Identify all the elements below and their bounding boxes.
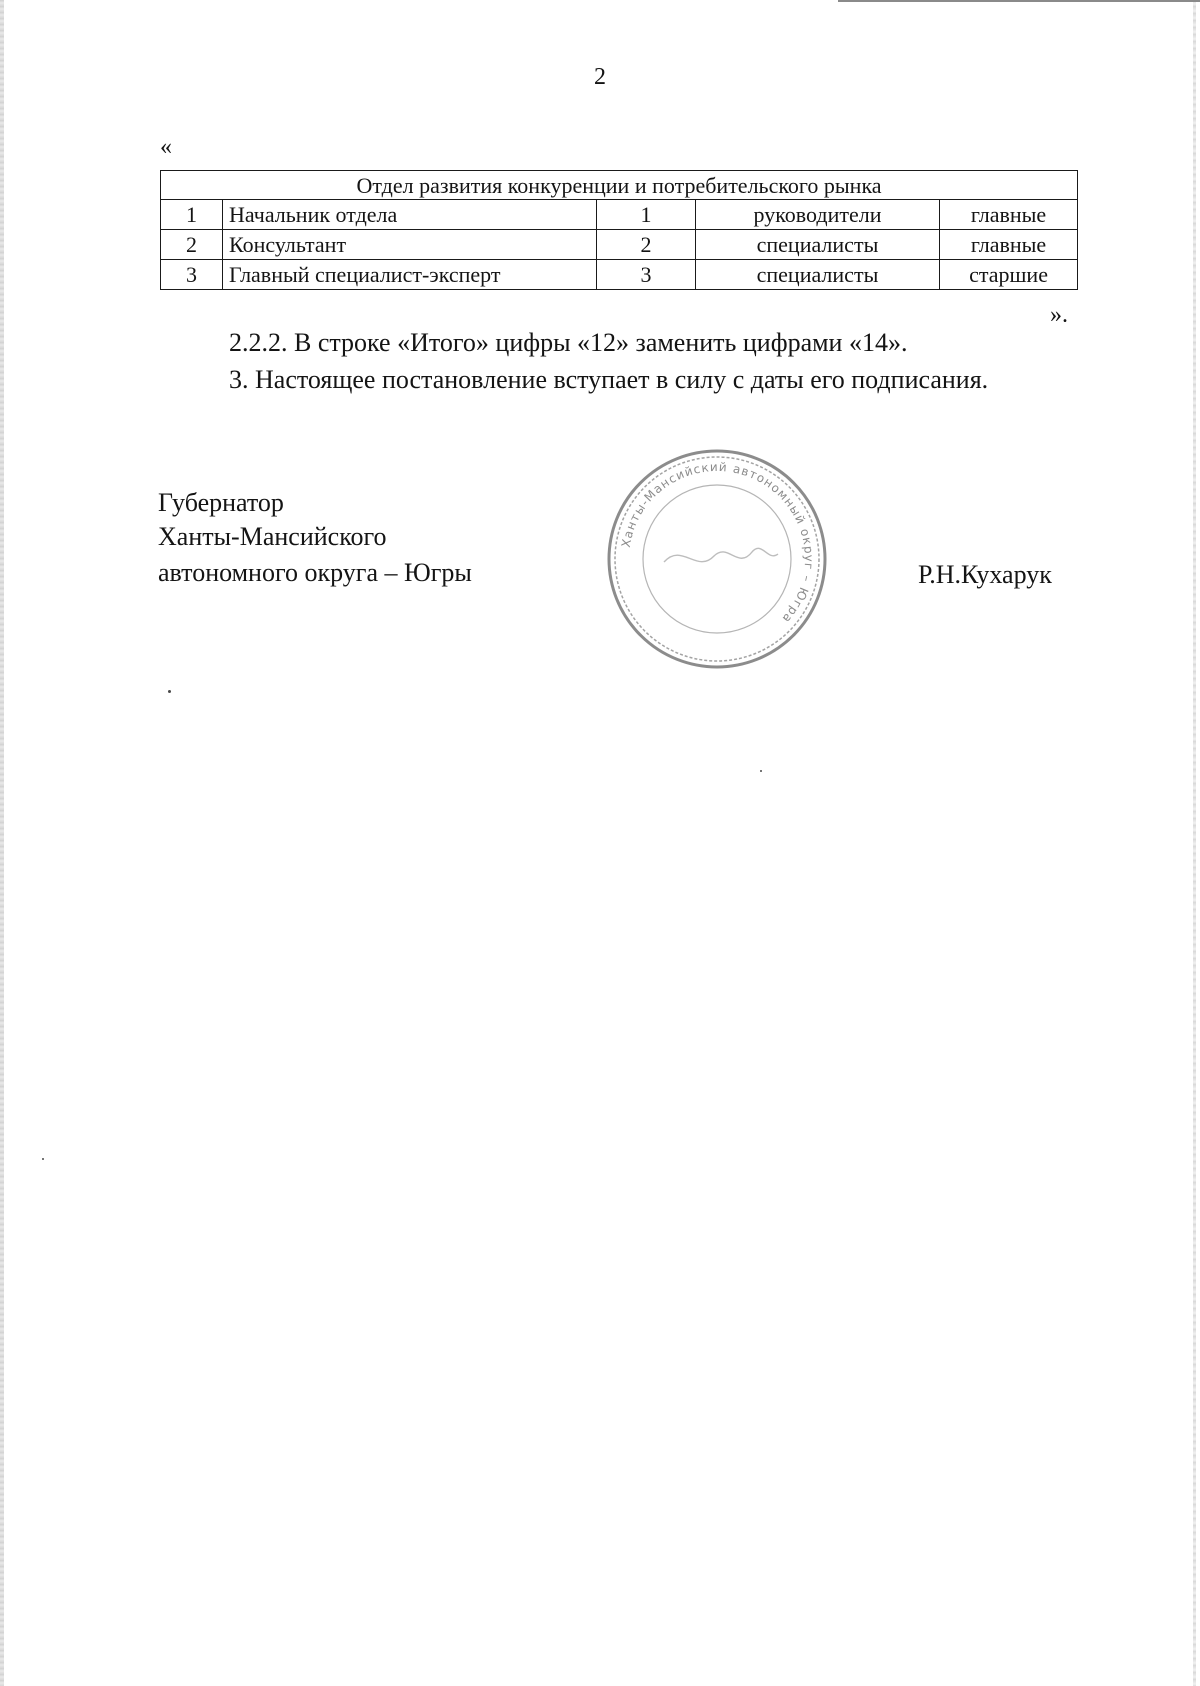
scan-edge-right (1193, 0, 1196, 1686)
department-name: Отдел развития конкуренции и потребительского рынка (161, 171, 1078, 200)
position-group: главные (940, 230, 1078, 260)
staff-table (160, 170, 1078, 290)
seal-inscription: Ханты-Мансийский автономный округ – Югра (618, 459, 817, 627)
table-row (161, 200, 1078, 230)
scan-speck (42, 1158, 44, 1160)
amendment-paragraph: 2.2.2. В строке «Итого» цифры «12» заменить цифрами «14». (229, 328, 908, 357)
row-index: 1 (161, 200, 223, 230)
page-number: 2 (594, 64, 606, 90)
scan-top-line (838, 0, 1200, 2)
signer-title-line-3: автономного округа – Югры (158, 558, 472, 587)
table-close-quote: ». (1050, 302, 1068, 328)
position-category: специалисты (696, 230, 940, 260)
table-header-row (161, 171, 1078, 200)
table-row (161, 230, 1078, 260)
seal-emblem-mark (664, 548, 778, 562)
table-open-quote: « (160, 134, 172, 160)
effective-date-paragraph: 3. Настоящее постановление вступает в силу с даты его подписания. (229, 365, 989, 394)
seal-center-ring (643, 485, 791, 633)
position-name: Главный специалист-эксперт (223, 260, 597, 290)
position-group: главные (940, 200, 1078, 230)
table-row (161, 260, 1078, 290)
position-count: 1 (597, 200, 696, 230)
position-group: старшие (940, 260, 1078, 290)
signer-title-line-2: Ханты-Мансийского (158, 522, 387, 551)
signer-name: Р.Н.Кухарук (918, 560, 1052, 589)
signer-title-line-1: Губернатор (158, 488, 284, 517)
row-index: 2 (161, 230, 223, 260)
position-name: Консультант (223, 230, 597, 260)
scan-speck (168, 690, 171, 693)
position-name: Начальник отдела (223, 200, 597, 230)
row-index: 3 (161, 260, 223, 290)
official-seal-stamp (602, 444, 832, 674)
scan-edge-left (0, 0, 4, 1686)
position-count: 2 (597, 230, 696, 260)
scan-speck (760, 770, 762, 772)
position-category: специалисты (696, 260, 940, 290)
position-count: 3 (597, 260, 696, 290)
seal-inner-ring (615, 457, 819, 661)
seal-outer-ring (609, 451, 825, 667)
position-category: руководители (696, 200, 940, 230)
